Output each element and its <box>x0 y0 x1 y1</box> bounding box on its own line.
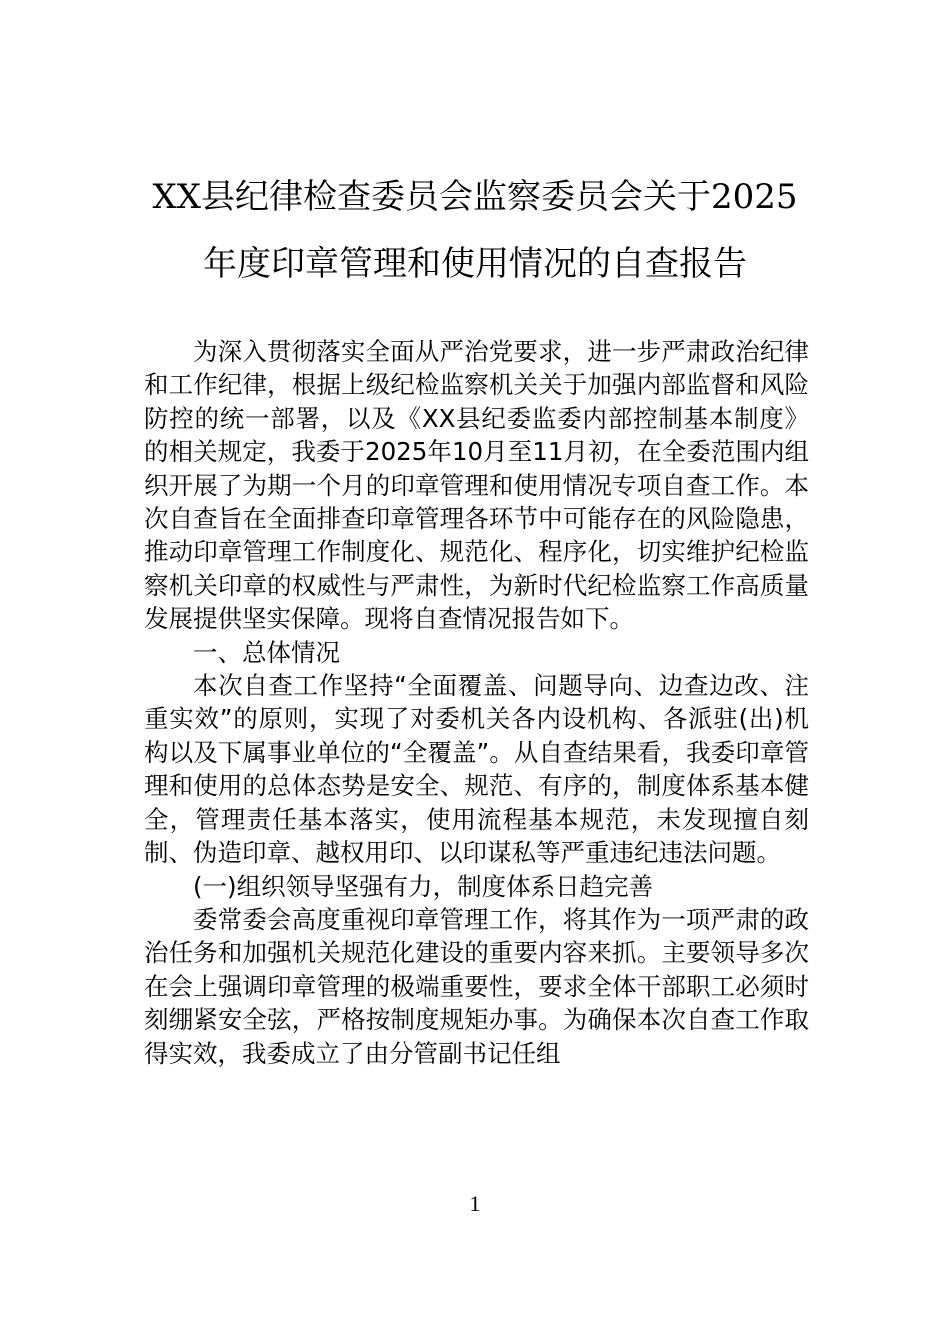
paragraph-overall: 本次自查工作坚持“全面覆盖、问题导向、边查边改、注重实效”的原则，实现了对委机关各内设机构、各派驻(出)机构以及下属事业单位的“全覆盖”。从自查结果看，我委印章管理和使用的总体态势是安全、规范、有序的，制度体系基本健全，管理责任基本落实，使用流程基本规范，未发现擅自刻制、伪造印章、越权用印、以印谋私等严重违纪违法问题。 <box>144 671 809 868</box>
page-number: 1 <box>469 1191 481 1216</box>
paragraph-organization: 委常委会高度重视印章管理工作，将其作为一项严肃的政治任务和加强机关规范化建设的重要内容来抓。主要领导多次在会上强调印章管理的极端重要性，要求全体干部职工必须时刻绷紧安全弦，严格按制度规矩办事。为确保本次自查工作取得实效，我委成立了由分管副书记任组 <box>144 904 809 1068</box>
section-heading-overall: 一、总体情况 <box>193 637 340 667</box>
document-title-line-1: XX县纪律检查委员会监察委员会关于2025 <box>152 177 798 217</box>
document-title-line-2: 年度印章管理和使用情况的自查报告 <box>203 244 747 284</box>
paragraph-intro: 为深入贯彻落实全面从严治党要求，进一步严肃政治纪律和工作纪律，根据上级纪检监察机关关于加强内部监督和风险防控的统一部署，以及《XX县纪委监委内部控制基本制度》的相关规定，我委于2025年10月至11月初，在全委范围内组织开展了为期一个月的印章管理和使用情况专项自查工作。本次自查旨在全面排查印章管理各环节中可能存在的风险隐患，推动印章管理工作制度化、规范化、程序化，切实维护纪检监察机关印章的权威性与严肃性，为新时代纪检监察工作高质量发展提供坚实保障。现将自查情况报告如下。 <box>144 337 809 634</box>
subsection-heading-organization: (一)组织领导坚强有力，制度体系日趋完善 <box>193 871 654 901</box>
document-body <box>144 335 809 1070</box>
